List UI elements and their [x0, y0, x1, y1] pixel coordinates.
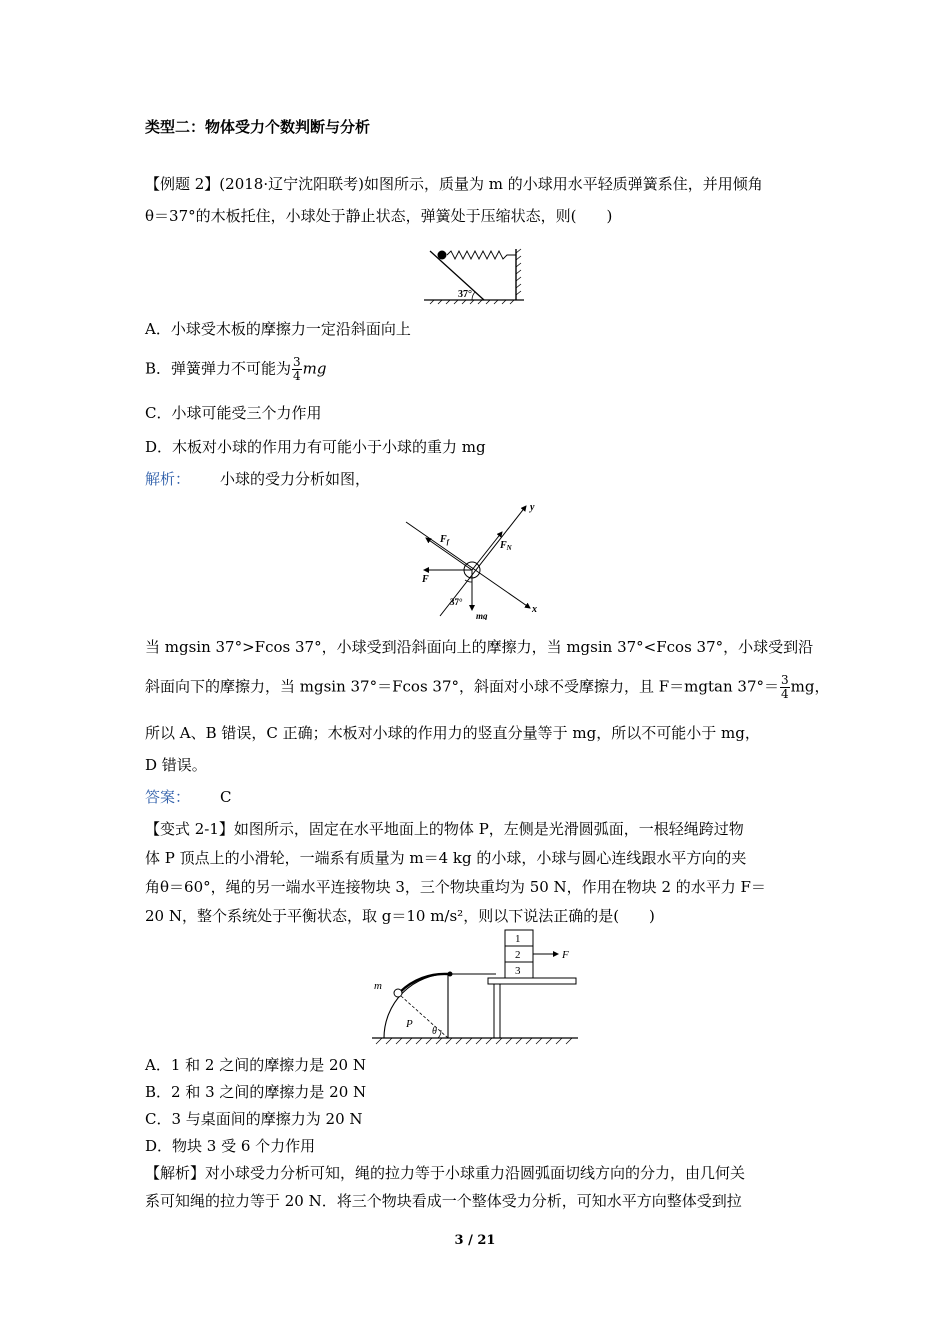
- analysis-intro: 小球的受力分析如图，: [220, 470, 371, 488]
- analysis2-text: 对小球受力分析可知，绳的拉力等于小球重力沿圆弧面切线方向的分力，由几何关: [205, 1164, 746, 1182]
- block-3-label: 3: [515, 965, 521, 977]
- analysis-line4: D 错误。: [145, 756, 207, 774]
- arc-body-p: [384, 974, 448, 1038]
- page-number: 3 / 21: [454, 1233, 496, 1248]
- x-axis: [406, 522, 530, 608]
- fraction-numerator: 3: [781, 673, 789, 687]
- angle-label: 37°: [458, 289, 472, 300]
- fraction-numerator: 3: [293, 355, 301, 369]
- option-d: D．木板对小球的作用力有可能小于小球的重力 mg: [145, 438, 486, 456]
- variant-option-c: C．3 与桌面间的摩擦力为 20 N: [145, 1110, 363, 1128]
- analysis2-label: 【解析】: [145, 1164, 206, 1182]
- variant-option-b: B．2 和 3 之间的摩擦力是 20 N: [145, 1083, 367, 1101]
- y-label: y: [530, 502, 535, 513]
- variant-line2: 体 P 顶点上的小滑轮，一端系有质量为 m＝4 kg 的小球，小球与圆心连线跟水平方向的夹: [145, 849, 747, 867]
- fraction-denominator: 4: [293, 369, 301, 383]
- analysis-line: [145, 468, 370, 490]
- analysis-label: 解析：: [145, 470, 191, 488]
- ball: [394, 989, 402, 997]
- example2-line2: θ＝37°的木板托住，小球处于静止状态，弹簧处于压缩状态，则( ): [145, 207, 613, 225]
- f-label: F: [422, 574, 429, 585]
- x-label: x: [532, 604, 537, 615]
- analysis2-line1: [145, 1162, 745, 1184]
- variant-line3: 角θ＝60°，绳的另一端水平连接物块 3，三个物块重均为 50 N，作用在物块 2 的水平力 F＝: [145, 878, 766, 896]
- force-label: F: [562, 949, 569, 961]
- variant-line1: 【变式 2-1】如图所示，固定在水平地面上的物体 P，左侧是光滑圆弧面，一根轻绳跨过物: [145, 820, 744, 838]
- analysis-line2-text: 斜面向下的摩擦力，当 mgsin 37°＝Fcos 37°，斜面对小球不受摩擦力，且 F＝mgtan 37°＝: [145, 677, 779, 696]
- spring: [447, 251, 516, 259]
- pulley: [448, 972, 453, 977]
- analysis2-line2: 系可知绳的拉力等于 20 N．将三个物块看成一个整体受力分析，可知水平方向整体受到拉: [145, 1192, 742, 1210]
- option-b: [145, 356, 327, 383]
- normal-force-arrow: [472, 532, 502, 570]
- mass-label: m: [374, 980, 382, 992]
- option-b-mg: mg: [302, 359, 327, 378]
- angle-label: 37°: [450, 597, 463, 607]
- analysis-line2-tail: mg，: [790, 677, 830, 696]
- fraction: [780, 674, 790, 701]
- theta-label: θ: [432, 1026, 437, 1037]
- answer-line: [145, 786, 232, 808]
- block-2-label: 2: [515, 949, 521, 961]
- section-heading: 类型二：物体受力个数判断与分析: [145, 118, 371, 136]
- figure-pulley-blocks: [370, 926, 580, 1050]
- analysis-line1: 当 mgsin 37°>Fcos 37°，小球受到沿斜面向上的摩擦力，当 mgsin 37°<Fcos 37°，小球受到沿: [145, 638, 814, 656]
- figure-ball-spring-incline: [424, 243, 530, 305]
- analysis-line3: 所以 A、B 错误，C 正确；木板对小球的作用力的竖直分量等于 mg，所以不可能小于 mg，: [145, 724, 760, 742]
- answer-value: C: [220, 788, 232, 806]
- ball: [438, 251, 447, 260]
- figure-force-diagram: [402, 498, 552, 620]
- answer-label: 答案：: [145, 788, 191, 806]
- example2-line1: 【例题 2】(2018·辽宁沈阳联考)如图所示，质量为 m 的小球用水平轻质弹簧系住，并用倾角: [145, 175, 763, 193]
- variant-option-a: A．1 和 2 之间的摩擦力是 20 N: [145, 1056, 366, 1074]
- fraction-denominator: 4: [781, 687, 789, 701]
- option-c: C．小球可能受三个力作用: [145, 404, 322, 422]
- fn-label: $F_N$: [500, 540, 512, 552]
- block-1-label: 1: [515, 933, 521, 945]
- variant-option-d: D．物块 3 受 6 个力作用: [145, 1137, 316, 1155]
- analysis-line2: [145, 674, 829, 701]
- variant-line4: 20 N，整个系统处于平衡状态，取 g＝10 m/s²，则以下说法正确的是( ): [145, 907, 655, 925]
- option-b-text: B．弹簧弹力不可能为: [145, 359, 292, 378]
- option-a: A．小球受木板的摩擦力一定沿斜面向上: [145, 320, 411, 338]
- ff-label: $F_f$: [440, 534, 450, 546]
- mg-label: mg: [476, 611, 488, 620]
- table-top: [488, 978, 576, 984]
- body-p-label: P: [406, 1018, 413, 1030]
- fraction: [292, 356, 302, 383]
